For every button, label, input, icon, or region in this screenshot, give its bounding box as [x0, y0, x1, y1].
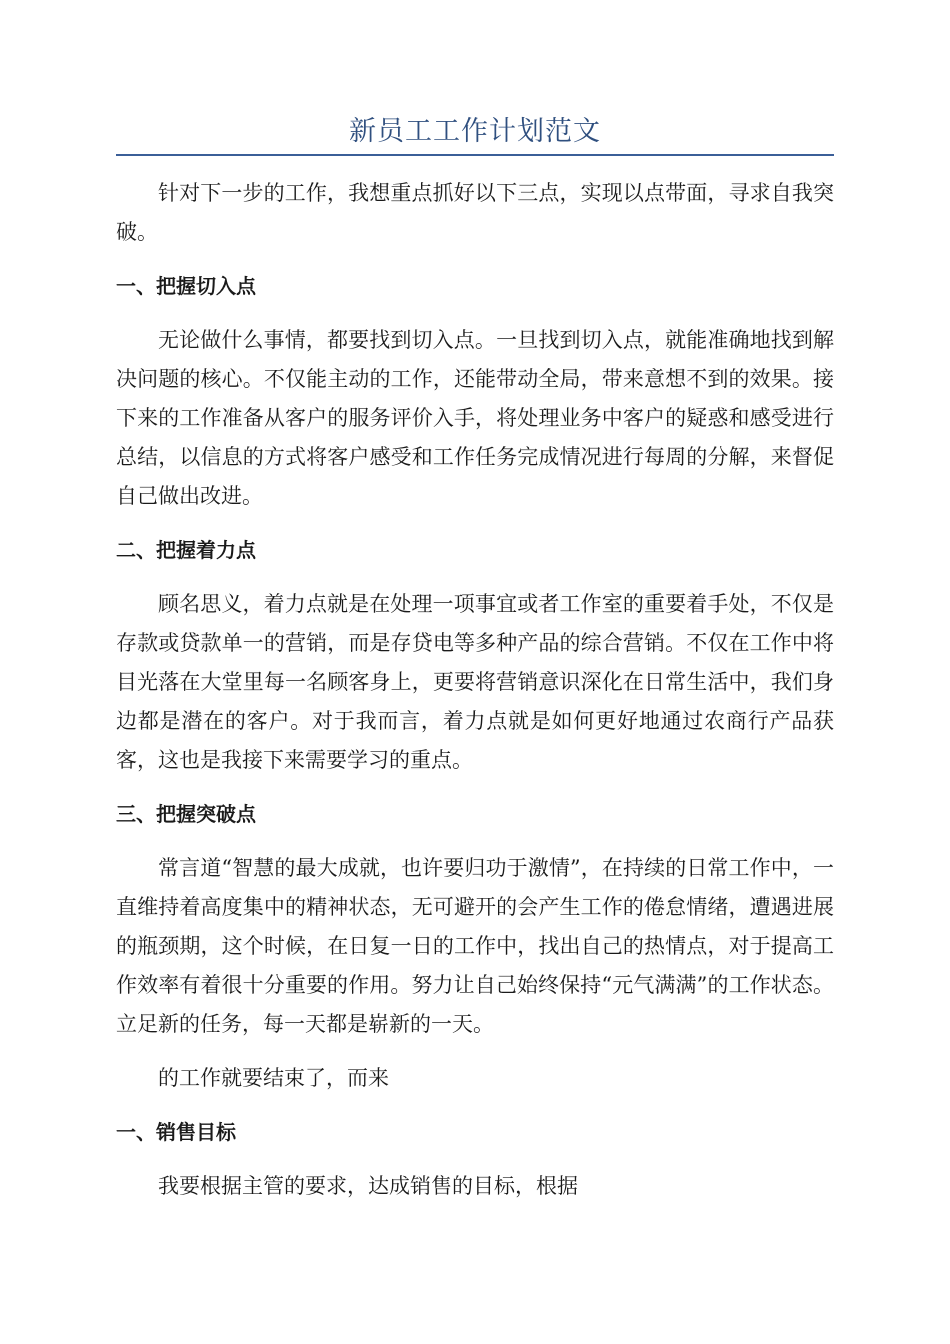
sales-target-heading: 一、销售目标 — [116, 1120, 236, 1144]
document-title: 新员工工作计划范文 — [349, 116, 601, 147]
section-paragraph-1: 无论做什么事情，都要找到切入点。一旦找到切入点，就能准确地找到解决问题的核心。不仅能主动的工作，还能带动全局，带来意想不到的效果。接下来的工作准备从客户的服务评价入手，将处理业务中客户的疑惑和感受进行总结，以信息的方式将客户感受和工作任务完成情况进行每周的分解，来督促自己做出改进。 — [116, 328, 834, 508]
section-heading-1: 一、把握切入点 — [116, 274, 256, 298]
section-paragraph-2: 顾名思义，着力点就是在处理一项事宜或者工作室的重要着手处，不仅是存款或贷款单一的营销，而是存贷电等多种产品的综合营销。不仅在工作中将目光落在大堂里每一名顾客身上，更要将营销意识深化在日常生活中，我们身边都是潜在的客户。对于我而言，着力点就是如何更好地通过农商行产品获客，这也是我接下来需要学习的重点。 — [116, 592, 834, 772]
sales-target-paragraph: 我要根据主管的要求，达成销售的目标，根据 — [158, 1174, 578, 1198]
document-body — [116, 174, 834, 1221]
fragment-paragraph: 的工作就要结束了，而来 — [158, 1066, 389, 1090]
section-heading-3: 三、把握突破点 — [116, 802, 256, 826]
title-underline — [116, 154, 834, 156]
section-paragraph-3: 常言道“智慧的最大成就，也许要归功于激情”，在持续的日常工作中，一直维持着高度集中的精神状态，无可避开的会产生工作的倦怠情绪，遭遇进展的瓶颈期，这个时候，在日复一日的工作中，找出自己的热情点，对于提高工作效率有着很十分重要的作用。努力让自己始终保持“元气满满”的工作状态。立足新的任务，每一天都是崭新的一天。 — [116, 856, 834, 1036]
intro-paragraph: 针对下一步的工作，我想重点抓好以下三点，实现以点带面，寻求自我突破。 — [116, 181, 834, 244]
section-heading-2: 二、把握着力点 — [116, 538, 256, 562]
